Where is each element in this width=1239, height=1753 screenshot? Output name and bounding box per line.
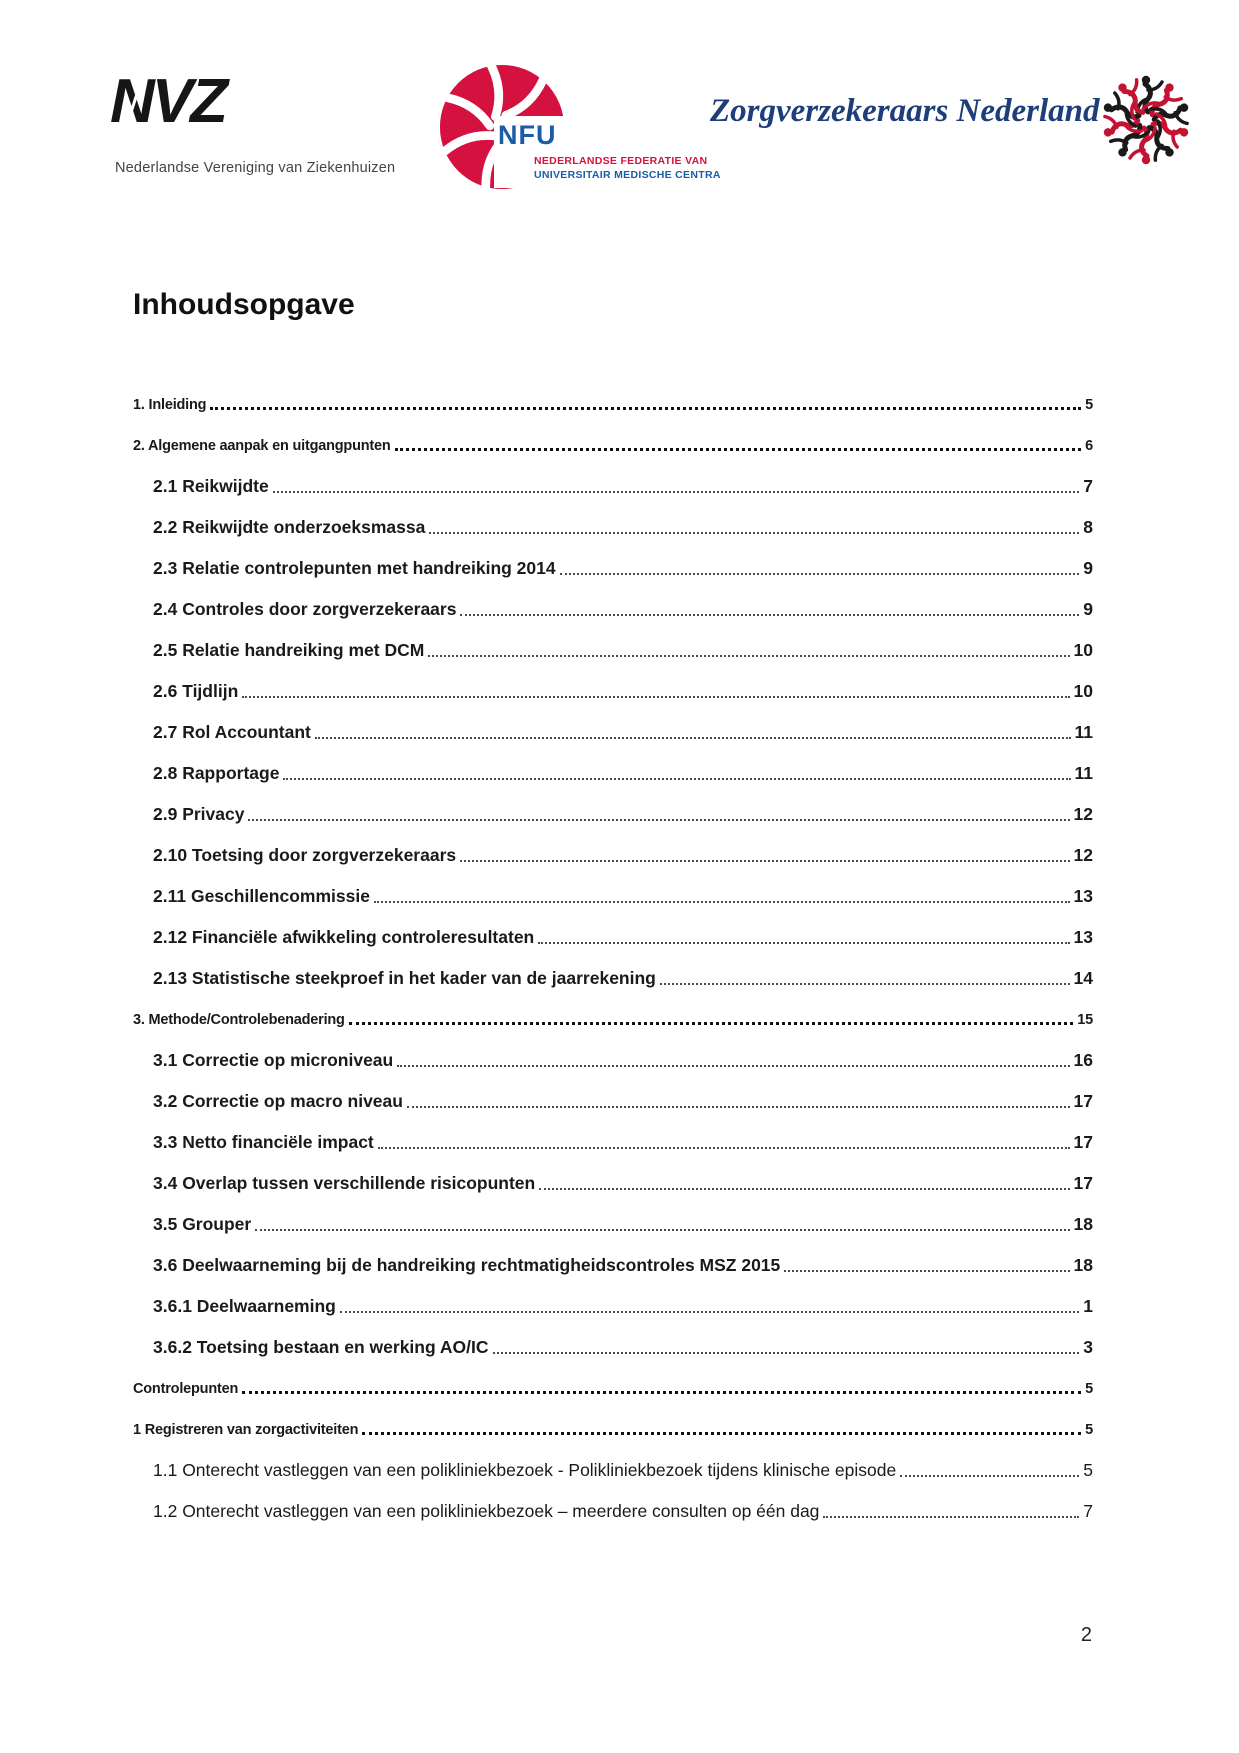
- toc-entry[interactable]: [133, 999, 1093, 1040]
- toc-list: [133, 384, 1093, 1532]
- toc-entry-label: 2.8 Rapportage: [153, 763, 280, 783]
- toc-leader-dots: [242, 696, 1069, 698]
- zn-figures-ring-icon: [1094, 62, 1198, 174]
- toc-entry[interactable]: [133, 1368, 1093, 1409]
- toc-entry-label: 2.4 Controles door zorgverzekeraars: [153, 599, 457, 619]
- toc-leader-dots: [560, 573, 1080, 575]
- toc-entry[interactable]: [133, 917, 1093, 958]
- toc-entry-page-number: 16: [1073, 1050, 1093, 1070]
- toc-entry-page-number: 3: [1083, 1337, 1093, 1357]
- toc-entry-label: 3.6.1 Deelwaarneming: [153, 1296, 336, 1316]
- nvz-caption: Nederlandse Vereniging van Ziekenhuizen: [115, 160, 396, 176]
- toc-leader-dots: [460, 614, 1079, 616]
- toc-entry[interactable]: [133, 1286, 1093, 1327]
- toc-entry[interactable]: [133, 1122, 1093, 1163]
- toc-leader-dots: [784, 1270, 1069, 1272]
- toc-entry[interactable]: [133, 1081, 1093, 1122]
- toc-entry-page-number: 8: [1083, 517, 1093, 537]
- nfu-caption-line2: UNIVERSITAIR MEDISCHE CENTRA: [534, 169, 721, 181]
- toc-leader-dots: [823, 1516, 1079, 1518]
- zn-logo-title: Zorgverzekeraars Nederland: [710, 93, 1100, 129]
- toc-entry-page-number: 5: [1085, 1421, 1093, 1438]
- toc-entry-label: 2.1 Reikwijdte: [153, 476, 269, 496]
- toc-entry[interactable]: [133, 1040, 1093, 1081]
- toc-entry[interactable]: [133, 794, 1093, 835]
- toc-leader-dots: [374, 901, 1070, 903]
- toc-leader-dots: [315, 737, 1071, 739]
- toc-entry-label: 1.2 Onterecht vastleggen van een polikliniekbezoek – meerdere consulten op één dag: [153, 1501, 820, 1521]
- zn-logo: [1094, 62, 1198, 179]
- toc-entry-page-number: 1: [1083, 1296, 1093, 1316]
- nfu-abbr: NFU: [498, 120, 557, 150]
- toc-entry-page-number: 17: [1073, 1132, 1093, 1152]
- toc-entry-label: 3.3 Netto financiële impact: [153, 1132, 374, 1152]
- toc-entry-label: 1 Registreren van zorgactiviteiten: [133, 1421, 359, 1438]
- toc-entry-label: 2.12 Financiële afwikkeling controleresultaten: [153, 927, 535, 947]
- toc-entry-page-number: 5: [1083, 1460, 1093, 1480]
- toc-leader-dots: [660, 983, 1070, 985]
- toc-entry-label: 2.6 Tijdlijn: [153, 681, 239, 701]
- toc-entry[interactable]: [133, 1204, 1093, 1245]
- toc-entry[interactable]: [133, 548, 1093, 589]
- toc-entry-page-number: 6: [1085, 437, 1093, 454]
- toc-entry-label: 3.1 Correctie op microniveau: [153, 1050, 394, 1070]
- toc-entry-label: 3.4 Overlap tussen verschillende risicopunten: [153, 1173, 536, 1193]
- footer-page-number: 2: [1080, 1624, 1092, 1646]
- svg-text:NVZ: NVZ: [110, 67, 225, 136]
- toc-leader-dots: [429, 532, 1079, 534]
- toc-entry[interactable]: [133, 384, 1093, 425]
- toc-entry-label: 2.3 Relatie controlepunten met handreiking 2014: [153, 558, 556, 578]
- toc-entry-page-number: 17: [1073, 1091, 1093, 1111]
- toc-entry[interactable]: [133, 753, 1093, 794]
- toc-leader-dots: [900, 1475, 1079, 1477]
- toc-entry-label: 2.11 Geschillencommissie: [153, 886, 370, 906]
- toc-entry-page-number: 7: [1083, 1501, 1093, 1521]
- toc-entry-page-number: 9: [1083, 599, 1093, 619]
- toc-entry-page-number: 12: [1073, 804, 1093, 824]
- toc-entry-label: 2.5 Relatie handreiking met DCM: [153, 640, 425, 660]
- toc-entry[interactable]: [133, 876, 1093, 917]
- toc-entry-page-number: 5: [1085, 396, 1093, 413]
- toc-leader-dots: [273, 491, 1080, 493]
- toc-leader-dots: [493, 1352, 1080, 1354]
- toc-leader-dots: [397, 1065, 1069, 1067]
- nvz-logo: [110, 64, 260, 141]
- toc-entry-label: 3.5 Grouper: [153, 1214, 252, 1234]
- toc-entry[interactable]: [133, 507, 1093, 548]
- toc-entry-page-number: 17: [1073, 1173, 1093, 1193]
- nvz-wordmark-icon: [110, 64, 260, 136]
- toc-leader-dots: [395, 448, 1082, 451]
- toc-entry-label: 1.1 Onterecht vastleggen van een polikliniekbezoek - Polikliniekbezoek tijdens klinische episode: [153, 1460, 897, 1480]
- toc-entry[interactable]: [133, 671, 1093, 712]
- nfu-caption-line1: NEDERLANDSE FEDERATIE VAN: [534, 155, 708, 167]
- toc-leader-dots: [539, 1188, 1069, 1190]
- toc-entry[interactable]: [133, 712, 1093, 753]
- toc-entry-page-number: 11: [1074, 722, 1093, 742]
- toc-entry-label: 2.13 Statistische steekproef in het kader van de jaarrekening: [153, 968, 656, 988]
- toc-entry-page-number: 13: [1073, 927, 1093, 947]
- page-title: Inhoudsopgave: [133, 288, 355, 321]
- toc-entry[interactable]: [133, 1491, 1093, 1532]
- toc-entry-page-number: 18: [1073, 1255, 1093, 1275]
- toc-entry[interactable]: [133, 589, 1093, 630]
- toc-leader-dots: [378, 1147, 1070, 1149]
- toc-leader-dots: [340, 1311, 1079, 1313]
- toc-leader-dots: [248, 819, 1069, 821]
- toc-entry-label: 2.9 Privacy: [153, 804, 245, 824]
- toc-leader-dots: [428, 655, 1069, 657]
- toc-entry-label: 3.6 Deelwaarneming bij de handreiking rechtmatigheidscontroles MSZ 2015: [153, 1255, 781, 1275]
- toc-leader-dots: [210, 407, 1081, 410]
- toc-entry-label: 3.2 Correctie op macro niveau: [153, 1091, 403, 1111]
- toc-leader-dots: [362, 1432, 1081, 1435]
- toc-leader-dots: [255, 1229, 1069, 1231]
- toc-entry[interactable]: [133, 425, 1093, 466]
- toc-entry-page-number: 18: [1073, 1214, 1093, 1234]
- toc-entry-label: 3.6.2 Toetsing bestaan en werking AO/IC: [153, 1337, 489, 1357]
- toc-leader-dots: [407, 1106, 1070, 1108]
- toc-entry-label: 2.10 Toetsing door zorgverzekeraars: [153, 845, 457, 865]
- toc-entry-label: Controlepunten: [133, 1380, 239, 1397]
- toc-entry[interactable]: [133, 466, 1093, 507]
- toc-leader-dots: [538, 942, 1069, 944]
- toc-entry[interactable]: [133, 1409, 1093, 1450]
- toc-entry-page-number: 7: [1083, 476, 1093, 496]
- toc-entry[interactable]: [133, 958, 1093, 999]
- toc-entry-label: 2.2 Reikwijdte onderzoeksmassa: [153, 517, 426, 537]
- toc-entry-page-number: 12: [1073, 845, 1093, 865]
- toc-entry[interactable]: [133, 1163, 1093, 1204]
- toc-entry-page-number: 10: [1073, 640, 1093, 660]
- toc-entry-page-number: 13: [1073, 886, 1093, 906]
- toc-entry-label: 3. Methode/Controlebenadering: [133, 1011, 345, 1028]
- toc-entry-page-number: 15: [1077, 1011, 1093, 1028]
- toc-entry-page-number: 11: [1074, 763, 1093, 783]
- toc-leader-dots: [460, 860, 1069, 862]
- toc-entry-label: 1. Inleiding: [133, 396, 207, 413]
- nfu-logo: [438, 58, 728, 200]
- toc-leader-dots: [283, 778, 1070, 780]
- toc-entry[interactable]: [133, 630, 1093, 671]
- toc-entry-label: 2.7 Rol Accountant: [153, 722, 311, 742]
- toc-entry-page-number: 9: [1083, 558, 1093, 578]
- toc-entry[interactable]: [133, 835, 1093, 876]
- toc-entry-page-number: 10: [1073, 681, 1093, 701]
- toc-leader-dots: [242, 1391, 1081, 1394]
- toc-entry[interactable]: [133, 1245, 1093, 1286]
- toc-entry[interactable]: [133, 1450, 1093, 1491]
- toc-leader-dots: [349, 1022, 1074, 1025]
- toc-entry[interactable]: [133, 1327, 1093, 1368]
- toc-entry-page-number: 5: [1085, 1380, 1093, 1397]
- toc-entry-page-number: 14: [1073, 968, 1093, 988]
- toc-entry-label: 2. Algemene aanpak en uitgangpunten: [133, 437, 391, 454]
